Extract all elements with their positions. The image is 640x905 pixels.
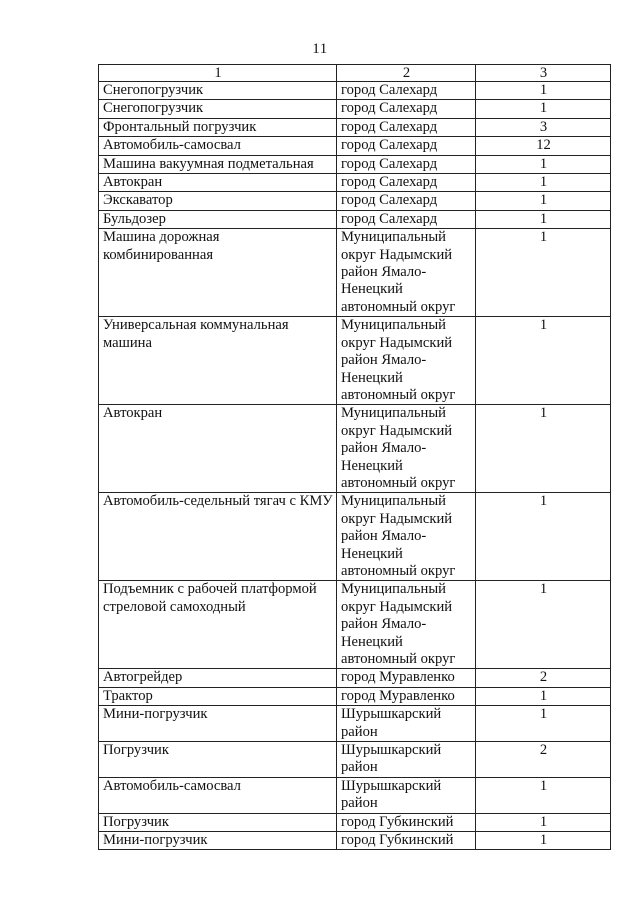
equipment-cell: Автогрейдер — [99, 669, 337, 687]
equipment-cell: Подъемник с рабочей платформой стреловой самоходный — [99, 581, 337, 669]
table-row — [99, 137, 611, 155]
location-cell: город Салехард — [337, 100, 476, 118]
table-row — [99, 155, 611, 173]
table-row — [99, 174, 611, 192]
table-row — [99, 82, 611, 100]
equipment-cell: Универсальная коммунальная машина — [99, 317, 337, 405]
quantity-cell: 1 — [476, 192, 611, 210]
table-row — [99, 317, 611, 405]
equipment-cell: Снегопогрузчик — [99, 82, 337, 100]
quantity-cell: 3 — [476, 118, 611, 136]
quantity-cell: 1 — [476, 832, 611, 850]
table-row — [99, 687, 611, 705]
table-row — [99, 118, 611, 136]
table-row — [99, 405, 611, 493]
quantity-cell: 1 — [476, 706, 611, 742]
table-row — [99, 192, 611, 210]
location-cell: город Салехард — [337, 155, 476, 173]
header-cell-3: 3 — [476, 65, 611, 82]
location-cell: город Салехард — [337, 82, 476, 100]
location-cell: Муниципальный округ Надымский район Ямало-Ненецкий автономный округ — [337, 405, 476, 493]
equipment-cell: Автокран — [99, 174, 337, 192]
equipment-cell: Экскаватор — [99, 192, 337, 210]
equipment-cell: Мини-погрузчик — [99, 706, 337, 742]
equipment-cell: Погрузчик — [99, 742, 337, 778]
quantity-cell: 12 — [476, 137, 611, 155]
location-cell: Муниципальный округ Надымский район Ямало-Ненецкий автономный округ — [337, 317, 476, 405]
header-cell-2: 2 — [337, 65, 476, 82]
equipment-cell: Автомобиль-самосвал — [99, 777, 337, 813]
location-cell: город Муравленко — [337, 687, 476, 705]
location-cell: Шурышкарский район — [337, 742, 476, 778]
location-cell: город Салехард — [337, 137, 476, 155]
quantity-cell: 1 — [476, 493, 611, 581]
table-row — [99, 742, 611, 778]
quantity-cell: 1 — [476, 813, 611, 831]
equipment-cell: Машина дорожная комбинированная — [99, 229, 337, 317]
table-row — [99, 210, 611, 228]
location-cell: Шурышкарский район — [337, 777, 476, 813]
table-row — [99, 669, 611, 687]
table-row — [99, 581, 611, 669]
equipment-cell: Трактор — [99, 687, 337, 705]
table-row — [99, 493, 611, 581]
quantity-cell: 1 — [476, 82, 611, 100]
table-body — [99, 65, 611, 850]
quantity-cell: 1 — [476, 687, 611, 705]
table-row — [99, 832, 611, 850]
location-cell: город Губкинский — [337, 832, 476, 850]
quantity-cell: 1 — [476, 174, 611, 192]
table-row — [99, 777, 611, 813]
equipment-cell: Погрузчик — [99, 813, 337, 831]
quantity-cell: 1 — [476, 777, 611, 813]
equipment-cell: Бульдозер — [99, 210, 337, 228]
location-cell: Муниципальный округ Надымский район Ямало-Ненецкий автономный округ — [337, 493, 476, 581]
quantity-cell: 1 — [476, 405, 611, 493]
location-cell: город Салехард — [337, 192, 476, 210]
equipment-cell: Снегопогрузчик — [99, 100, 337, 118]
table-row — [99, 100, 611, 118]
equipment-cell: Машина вакуумная подметальная — [99, 155, 337, 173]
equipment-cell: Автокран — [99, 405, 337, 493]
header-row — [99, 65, 611, 82]
equipment-cell: Автомобиль-самосвал — [99, 137, 337, 155]
location-cell: Муниципальный округ Надымский район Ямало-Ненецкий автономный округ — [337, 229, 476, 317]
table-row — [99, 813, 611, 831]
equipment-cell: Мини-погрузчик — [99, 832, 337, 850]
quantity-cell: 1 — [476, 229, 611, 317]
equipment-cell: Фронтальный погрузчик — [99, 118, 337, 136]
location-cell: Муниципальный округ Надымский район Ямало-Ненецкий автономный округ — [337, 581, 476, 669]
quantity-cell: 1 — [476, 155, 611, 173]
location-cell: город Салехард — [337, 174, 476, 192]
page-number: 11 — [312, 41, 328, 57]
equipment-cell: Автомобиль-седельный тягач с КМУ — [99, 493, 337, 581]
header-cell-1: 1 — [99, 65, 337, 82]
quantity-cell: 2 — [476, 669, 611, 687]
location-cell: город Губкинский — [337, 813, 476, 831]
quantity-cell: 1 — [476, 581, 611, 669]
table-row — [99, 706, 611, 742]
location-cell: Шурышкарский район — [337, 706, 476, 742]
quantity-cell: 1 — [476, 210, 611, 228]
quantity-cell: 2 — [476, 742, 611, 778]
location-cell: город Салехард — [337, 210, 476, 228]
location-cell: город Салехард — [337, 118, 476, 136]
equipment-table — [98, 64, 611, 850]
quantity-cell: 1 — [476, 100, 611, 118]
location-cell: город Муравленко — [337, 669, 476, 687]
quantity-cell: 1 — [476, 317, 611, 405]
table-row — [99, 229, 611, 317]
